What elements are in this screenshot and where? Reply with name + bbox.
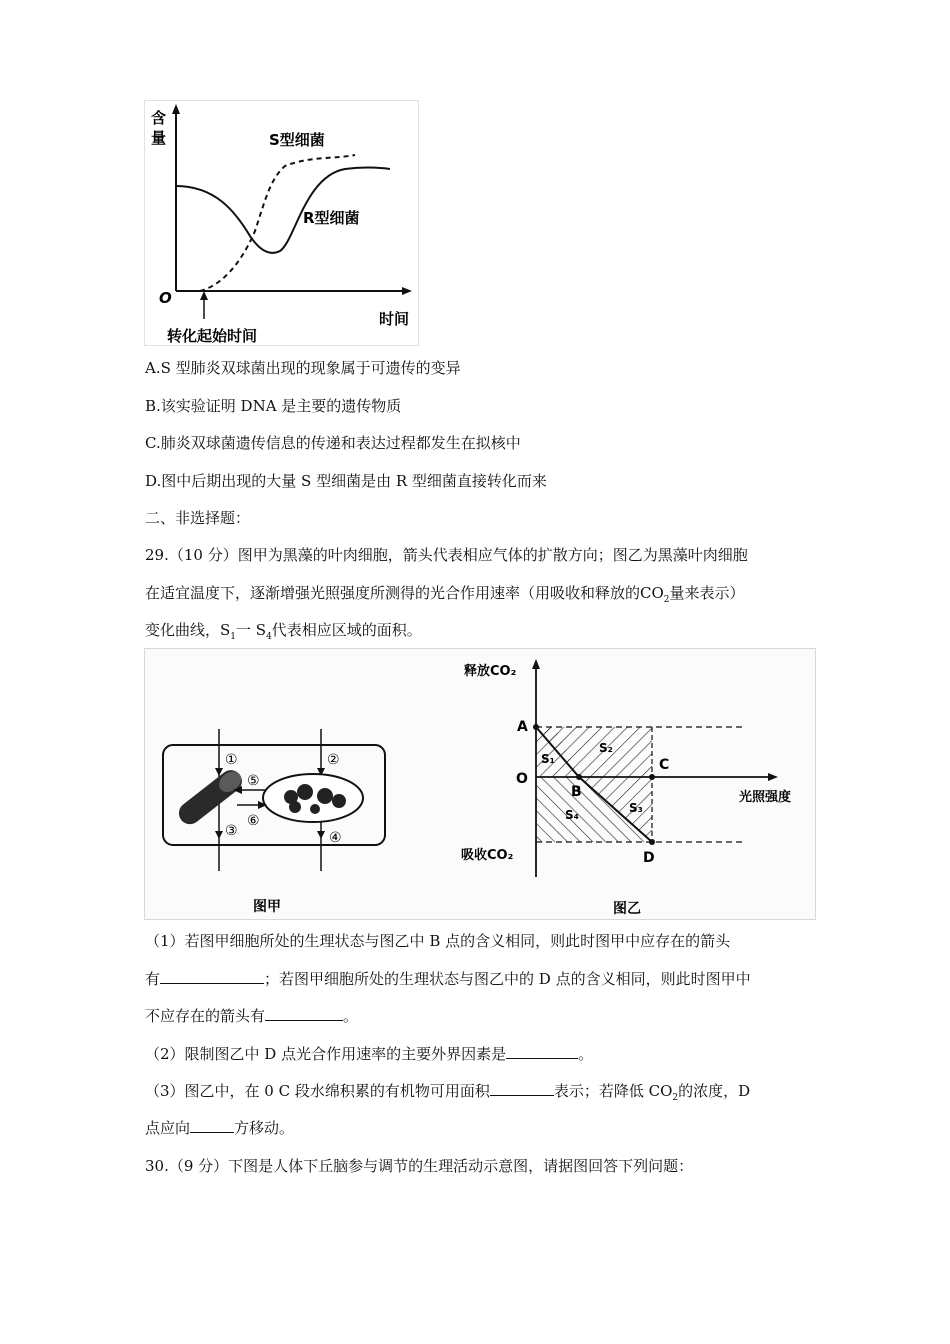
r-curve-label: R型细菌 [303, 209, 360, 227]
q29-line3 [145, 620, 422, 647]
cell-diagram [163, 729, 385, 915]
option-d: D.图中后期出现的大量 S 型细菌是由 R 型细菌直接转化而来 [145, 472, 547, 490]
y-top-label: 释放CO₂ [464, 664, 517, 679]
y-axis-arrow-icon [172, 104, 180, 114]
arrow-label-3: ③ [225, 823, 238, 839]
point-o-label: O [516, 771, 528, 787]
arrow-label-1: ① [225, 752, 238, 768]
sub2-line [145, 1044, 593, 1064]
q29-line2-text-a: 在适宜温度下，逐渐增强光照强度所测得的光合作用速率（用吸收和释放的CO [145, 584, 664, 602]
sub1-blank-1[interactable] [160, 969, 264, 984]
x-axis-label-light: 光照强度 [739, 790, 792, 805]
arrow-label-4: ④ [329, 830, 342, 846]
y-label-2: 量 [151, 129, 167, 147]
sub3-line2-text-b: 方移动。 [234, 1119, 295, 1137]
sub3-line2-text-a: 点应向 [145, 1119, 191, 1137]
section-title: 二、非选择题： [145, 509, 251, 527]
sub1-line2 [145, 969, 751, 989]
chloroplast [263, 774, 363, 822]
arrow-4-head-icon [317, 831, 325, 839]
region-s1-label: S₁ [541, 752, 555, 766]
figure-yi-caption: 图乙 [613, 901, 641, 917]
point-a-label: A [517, 719, 528, 735]
start-arrow-head-icon [200, 291, 208, 300]
sub3-text-c: 的浓度，D [678, 1082, 751, 1100]
mitochondrion [174, 766, 246, 829]
sub1-line1: （1）若图甲细胞所处的生理状态与图乙中 B 点的含义相同，则此时图甲中应存在的箭头 [145, 932, 731, 950]
photosynthesis-figure [144, 648, 816, 920]
origin-label: O [159, 289, 172, 307]
arrow-3-head-icon [215, 831, 223, 839]
sub3-line2 [145, 1118, 294, 1138]
y-label-1: 含 [151, 109, 167, 127]
sub3-blank-1[interactable] [490, 1081, 554, 1096]
sub2-text-a: （2）限制图乙中 D 点光合作用速率的主要外界因素是 [145, 1045, 507, 1063]
point-c-marker [649, 774, 655, 780]
start-time-label: 转化起始时间 [167, 327, 258, 345]
sub2-text-b: 。 [578, 1045, 594, 1063]
sub1-line2-text-a: 有 [145, 970, 161, 988]
option-c: C.肺炎双球菌遗传信息的传递和表达过程都发生在拟核中 [145, 434, 521, 452]
point-b-label: B [571, 784, 582, 800]
sub3-line1 [145, 1081, 750, 1108]
q29-line3-sub2: 4 [266, 632, 272, 642]
rate-x-arrow-icon [768, 773, 778, 781]
sub1-line3-text-b: 。 [343, 1007, 359, 1025]
q30-line: 30.（9 分）下图是人体下丘脑参与调节的生理活动示意图，请据图回答下列问题： [145, 1157, 694, 1175]
option-a: A.S 型肺炎双球菌出现的现象属于可遗传的变异 [145, 359, 461, 377]
point-b-marker [576, 774, 582, 780]
transformation-curve-figure [144, 100, 419, 346]
s-curve-label: S型细菌 [269, 131, 325, 149]
sub1-line2-text-b: ；若图甲细胞所处的生理状态与图乙中的 D 点的含义相同，则此时图甲中 [264, 970, 751, 988]
x-axis-arrow-icon [402, 287, 412, 295]
y-bottom-label: 吸收CO₂ [461, 848, 514, 863]
photosynthesis-svg [145, 649, 815, 919]
point-d-marker [649, 839, 655, 845]
sub2-blank[interactable] [506, 1044, 578, 1059]
q29-line3-text-b: 一 S [236, 621, 267, 639]
sub1-line3-text-a: 不应存在的箭头有 [145, 1007, 266, 1025]
arrow-label-5: ⑤ [247, 773, 260, 789]
q29-line2 [145, 583, 745, 610]
point-c-label: C [659, 757, 670, 773]
arrow-label-6: ⑥ [247, 813, 260, 829]
sub1-line3 [145, 1006, 358, 1026]
region-s3-label: S₃ [629, 801, 643, 815]
sub3-sub: 2 [672, 1093, 679, 1103]
point-d-label: D [643, 850, 655, 866]
rate-graph [461, 659, 791, 917]
option-b: B.该实验证明 DNA 是主要的遗传物质 [145, 397, 402, 415]
q29-line2-sub: 2 [663, 595, 670, 605]
sub3-text-a: （3）图乙中，在 0 C 段水绵积累的有机物可用面积 [145, 1082, 490, 1100]
sub1-blank-2[interactable] [265, 1006, 343, 1021]
sub3-text-b: 表示；若降低 CO [553, 1082, 673, 1100]
arrow-label-2: ② [327, 752, 340, 768]
q29-line3-sub1: 1 [230, 632, 237, 642]
region-s4-label: S₄ [565, 808, 579, 822]
q29-line1: 29.（10 分）图甲为黑藻的叶肉细胞，箭头代表相应气体的扩散方向；图乙为黑藻叶肉细胞 [145, 546, 748, 564]
transformation-curve-svg [145, 101, 418, 345]
x-axis-label: 时间 [379, 310, 410, 328]
region-s2-label: S₂ [599, 741, 613, 755]
q29-line3-text-c: 代表相应区域的面积。 [271, 621, 422, 639]
rate-y-arrow-icon [532, 659, 540, 669]
q29-line2-text-b: 量来表示） [669, 584, 745, 602]
q29-line3-text-a: 变化曲线，S [145, 621, 231, 639]
sub3-blank-2[interactable] [190, 1118, 234, 1133]
figure-jia-caption: 图甲 [253, 899, 281, 915]
point-a-marker [533, 724, 539, 730]
